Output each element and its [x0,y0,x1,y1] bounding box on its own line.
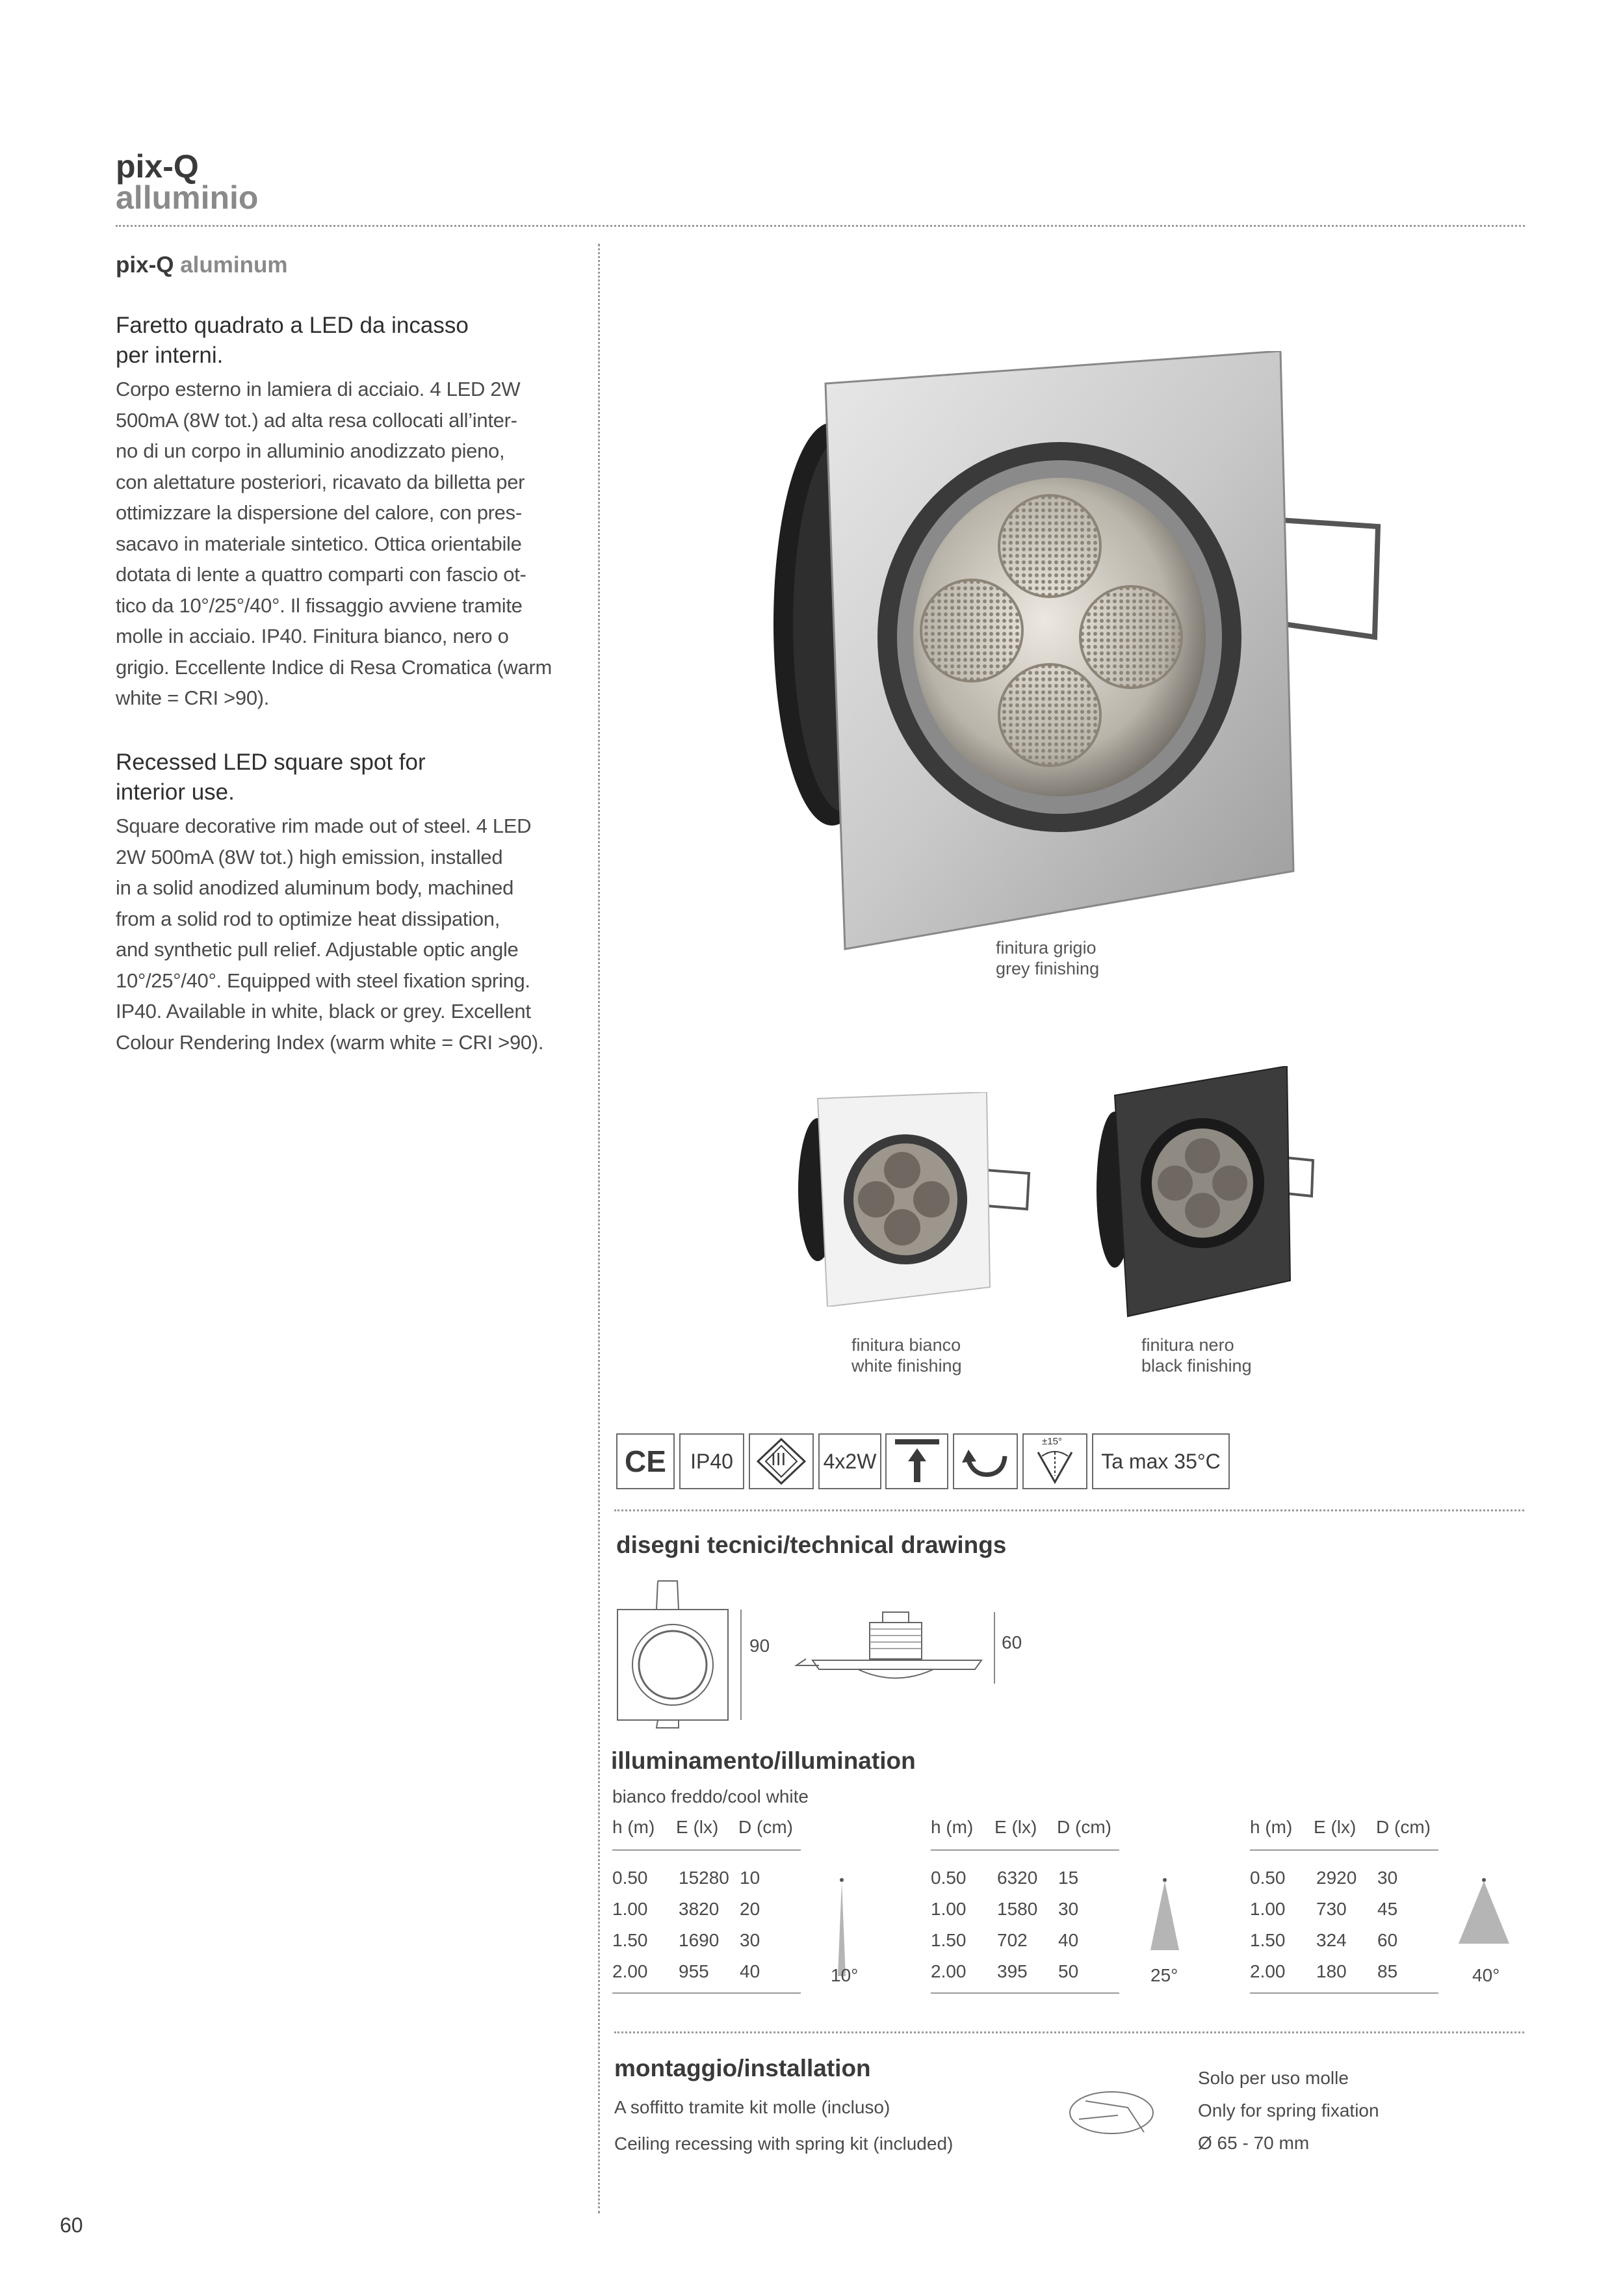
technical-drawing [611,1573,1066,1729]
beam-angle-10: 10° [831,1965,859,1985]
it-heading-line: per interni. [116,343,224,368]
en-line: 2W 500mA (8W tot.) high emission, installed [116,845,503,868]
header-h: h (m) [931,1817,974,1837]
ip40-icon: IP40 [679,1433,744,1489]
cell: 45 [1377,1899,1398,1919]
header-e: E (lx) [994,1817,1037,1837]
caption-white [851,1335,962,1376]
cell: 2920 [1316,1868,1357,1888]
cell: 1.00 [612,1899,648,1919]
cell: 1.00 [1250,1899,1286,1919]
en-heading-line: interior use. [116,779,235,805]
page-subtitle: alluminio [116,179,259,216]
product-label [116,251,287,280]
product-label-bold: pix-Q [116,252,174,278]
cell: 30 [1377,1868,1398,1888]
illumination-title: illuminamento/illumination [611,1747,916,1774]
cell: 324 [1316,1930,1347,1950]
it-line: white = CRI >90). [116,686,270,709]
cell: 1580 [997,1899,1038,1919]
header-divider [116,225,1525,227]
it-line: ottimizzare la dispersione del calore, con pres- [116,501,522,524]
en-line: Square decorative rim made out of steel. 4 LED [116,815,532,837]
installation-line-1: A soffitto tramite kit molle (incluso) [614,2097,890,2117]
it-line: no di un corpo in alluminio anodizzato pieno, [116,439,505,462]
caption-grey [996,937,1099,979]
it-line: Corpo esterno in lamiera di acciaio. 4 LED 2W [116,378,521,400]
it-line: molle in acciaio. IP40. Finitura bianco, nero o [116,625,509,647]
cell: 30 [1058,1899,1079,1919]
ceiling-mount-icon [885,1433,948,1489]
en-body [116,811,565,1058]
en-line: and synthetic pull relief. Adjustable optic angle [116,938,519,961]
en-line: IP40. Available in white, black or grey. Excellent [116,1000,531,1023]
header-e: E (lx) [1314,1817,1357,1837]
product-label-grey: aluminum [180,252,288,278]
drawings-title: disegni tecnici/technical drawings [616,1532,1007,1558]
cell: 40 [1058,1930,1079,1950]
dim-height: 60 [1002,1632,1022,1652]
it-line: grigio. Eccellente Indice di Resa Cromatica (warm [116,655,552,679]
cell: 60 [1377,1930,1398,1950]
cell: 2.00 [1250,1961,1286,1981]
caption-grey-en: grey finishing [996,959,1100,978]
cell: 6320 [997,1868,1038,1888]
column-divider [598,244,600,2213]
cell: 15 [1058,1868,1079,1888]
cell: 40 [740,1961,760,1981]
cell: 85 [1377,1961,1398,1981]
page-title: pix-Q [116,148,199,185]
hole-diameter: Ø 65 - 70 mm [1198,2133,1310,2153]
cell: 3820 [679,1899,720,1919]
it-line: sacavo in materiale sintetico. Ottica orientabile [116,532,522,555]
header-d: D (cm) [1376,1817,1431,1837]
ceiling-hole-icon [1066,2087,1157,2139]
table-rule [931,1992,1119,1994]
header-h: h (m) [612,1817,655,1837]
it-heading [116,311,469,371]
caption-white-en: white finishing [851,1356,962,1376]
it-heading-line: Faretto quadrato a LED da incasso [116,313,469,338]
caption-black [1141,1335,1252,1376]
en-line: in a solid anodized aluminum body, machined [116,876,514,899]
installation-title: montaggio/installation [614,2055,871,2081]
table-rule [1250,1849,1438,1851]
illumination-table-25 [931,1817,1126,1999]
caption-grey-it: finitura grigio [996,938,1097,958]
illumination-subtitle: bianco freddo/cool white [612,1786,809,1807]
table-rule [612,1992,801,1994]
illumination-divider [614,2031,1524,2033]
cell: 50 [1058,1961,1079,1981]
ta-max-icon: Ta max 35°C [1092,1433,1230,1489]
cell: 702 [997,1930,1028,1950]
cell: 0.50 [1250,1868,1286,1888]
cell: 30 [740,1930,760,1950]
table-rule [931,1849,1119,1851]
cell: 15280 [679,1868,729,1888]
product-image-grey [754,351,1417,962]
illumination-table-10 [612,1817,807,1999]
power-icon: 4x2W [818,1433,881,1489]
spring-only-it: Solo per uso molle [1198,2068,1349,2088]
illumination-table-40 [1250,1817,1445,1999]
cell: 730 [1316,1899,1347,1919]
it-body [116,374,565,714]
dim-width: 90 [749,1636,770,1656]
en-line: from a solid rod to optimize heat dissipation, [116,907,500,930]
it-line: dotata di lente a quattro comparti con fascio ot- [116,563,526,586]
it-line: tico da 10°/25°/40°. Il fissaggio avviene tramite [116,594,523,617]
cell: 2.00 [931,1961,967,1981]
cell: 1.50 [1250,1930,1286,1950]
header-d: D (cm) [738,1817,793,1837]
cell: 1.00 [931,1899,967,1919]
en-line: Colour Rendering Index (warm white = CRI >90). [116,1030,544,1054]
spring-only-en: Only for spring fixation [1198,2100,1379,2120]
beam-angle-25: 25° [1150,1965,1178,1985]
it-line: 500mA (8W tot.) ad alta resa collocati all’inter- [116,408,517,432]
ce-mark-icon: CE [616,1433,675,1489]
icons-divider [614,1509,1524,1511]
en-line: 10°/25°/40°. Equipped with steel fixation spring. [116,969,530,992]
cell: 1.50 [931,1930,967,1950]
table-rule [612,1849,801,1851]
en-heading-line: Recessed LED square spot for [116,750,426,775]
page-number: 60 [60,2213,83,2237]
cell: 0.50 [612,1868,648,1888]
en-heading [116,748,426,807]
ceiling-mount-arrow-icon [891,1437,943,1486]
cell: 955 [679,1961,709,1981]
rotate-icon [953,1433,1018,1489]
cell: 1.50 [612,1930,648,1950]
tilt-icon [1022,1433,1087,1489]
cell: 0.50 [931,1868,967,1888]
cell: 1690 [679,1930,720,1950]
cell: 20 [740,1899,760,1919]
installation-line-2: Ceiling recessing with spring kit (included) [614,2133,954,2154]
header-e: E (lx) [676,1817,719,1837]
class-iii-icon [749,1433,814,1489]
tilt-label: ±15° [1042,1436,1062,1447]
cell: 180 [1316,1961,1347,1981]
beam-angle-40: 40° [1472,1965,1500,1985]
table-rule [1250,1992,1438,1994]
product-image-white [792,1092,1039,1307]
rotate-arrow-icon [959,1437,1011,1486]
caption-black-en: black finishing [1141,1356,1252,1376]
it-line: con alettature posteriori, ricavato da billetta per [116,470,525,493]
cell: 10 [740,1868,760,1888]
cell: 2.00 [612,1961,648,1981]
cell: 395 [997,1961,1028,1981]
caption-white-it: finitura bianco [851,1335,961,1355]
header-h: h (m) [1250,1817,1293,1837]
product-image-black [1092,1066,1319,1320]
caption-black-it: finitura nero [1141,1335,1234,1355]
header-d: D (cm) [1057,1817,1111,1837]
class-iii-label: III [771,1449,786,1469]
